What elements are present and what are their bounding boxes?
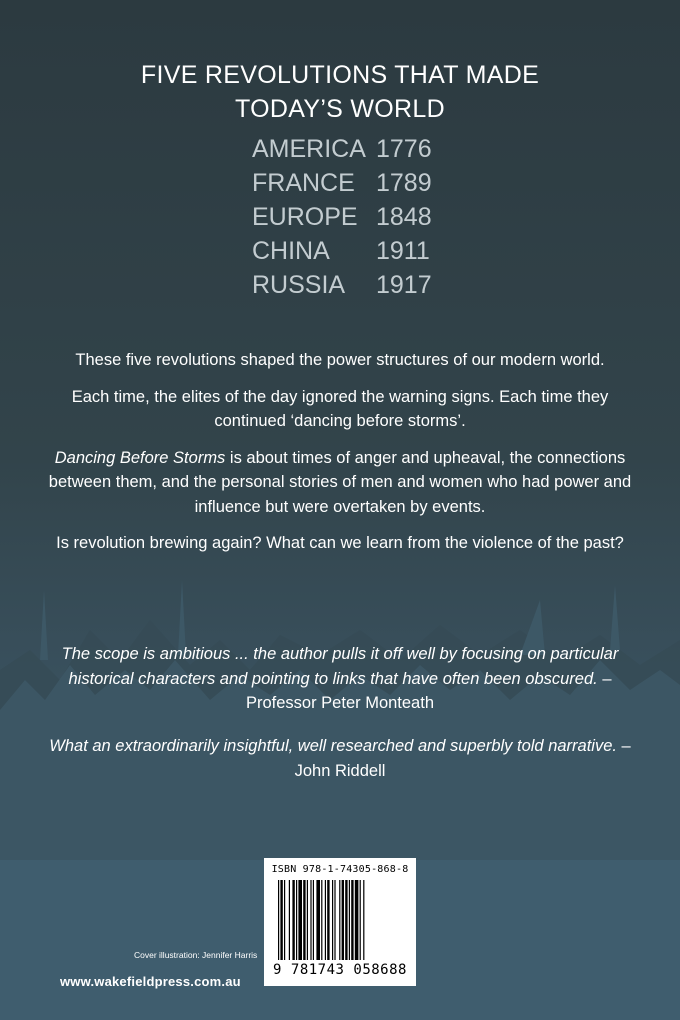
- barcode-bar: [325, 880, 326, 960]
- barcode-bar: [355, 880, 359, 960]
- isbn-barcode: [264, 858, 416, 986]
- barcode-bar: [334, 880, 335, 960]
- revolutions-list: [252, 132, 482, 302]
- revolution-name: AMERICA: [252, 134, 366, 163]
- quote-author: – John Riddell: [294, 737, 631, 780]
- barcode-bar: [289, 880, 290, 960]
- blurb-paragraph-3: [40, 446, 640, 520]
- barcode-bar: [332, 880, 333, 960]
- blurb-paragraph-2: Each time, the elites of the day ignored the warning signs. Each time they continued ‘dancing before storms’.: [71, 387, 609, 430]
- revolution-year: 1848: [376, 202, 432, 231]
- barcode-bar: [292, 880, 294, 960]
- review-quote: [40, 734, 640, 783]
- revolution-year: 1917: [376, 270, 432, 299]
- barcode-bar: [360, 880, 361, 960]
- revolution-row: [252, 234, 482, 268]
- revolution-row: [252, 132, 482, 166]
- revolution-row: [252, 268, 482, 302]
- barcode-bar: [363, 880, 364, 960]
- revolution-name: FRANCE: [252, 168, 355, 197]
- blurb-paragraph-4: Is revolution brewing again? What can we learn from the violence of the past?: [56, 534, 624, 552]
- review-quote: [40, 642, 640, 716]
- barcode-bar: [310, 880, 311, 960]
- barcode-bar: [342, 880, 344, 960]
- barcode-digits: 9 781743 058688: [273, 962, 407, 978]
- heading-line-2: TODAY’S WORLD: [235, 95, 445, 123]
- publisher-url: www.wakefieldpress.com.au: [60, 974, 241, 989]
- barcode-bar: [296, 880, 297, 960]
- blurb-paragraph-1: These five revolutions shaped the power structures of our modern world.: [75, 351, 605, 369]
- cover-credit: Cover illustration: Jennifer Harris: [134, 950, 258, 960]
- book-title: Dancing Before Storms: [54, 448, 226, 467]
- barcode-bar: [339, 880, 340, 960]
- barcode-bar: [284, 880, 285, 960]
- quote-text: The scope is ambitious ... the author pulls it off well by focusing on particular historical characters and pointing to links that have often been obscured.: [61, 645, 619, 688]
- barcode-bars: [276, 880, 408, 962]
- revolution-year: 1776: [376, 134, 432, 163]
- cover-heading: [0, 58, 680, 126]
- barcode-bar: [280, 880, 282, 960]
- barcode-bar: [298, 880, 302, 960]
- revolution-name: RUSSIA: [252, 270, 346, 299]
- barcode-bar: [327, 880, 329, 960]
- barcode-bar: [313, 880, 314, 960]
- barcode-bar: [316, 880, 320, 960]
- heading-line-1: FIVE REVOLUTIONS THAT MADE: [140, 61, 540, 89]
- quote-author: – Professor Peter Monteath: [245, 669, 612, 712]
- revolution-name: EUROPE: [252, 202, 358, 231]
- isbn-label: ISBN 978-1-74305-868-8: [271, 864, 409, 875]
- revolution-year: 1911: [376, 236, 430, 265]
- revolution-year: 1789: [376, 168, 432, 197]
- barcode-bar: [278, 880, 279, 960]
- revolution-row: [252, 166, 482, 200]
- blurb-text: [40, 348, 640, 568]
- barcode-bar: [307, 880, 308, 960]
- revolution-row: [252, 200, 482, 234]
- barcode-bar: [349, 880, 350, 960]
- barcode-bar: [351, 880, 353, 960]
- revolution-name: CHINA: [252, 236, 330, 265]
- barcode-bar: [321, 880, 322, 960]
- barcode-bar: [303, 880, 305, 960]
- blurb-paragraph-3-text: is about times of anger and upheaval, the connections between them, and the personal stories of men and women who had power and influence but were overtaken by events.: [48, 448, 632, 516]
- quote-text: What an extraordinarily insightful, well researched and superbly told narrative.: [49, 737, 617, 755]
- barcode-bar: [345, 880, 347, 960]
